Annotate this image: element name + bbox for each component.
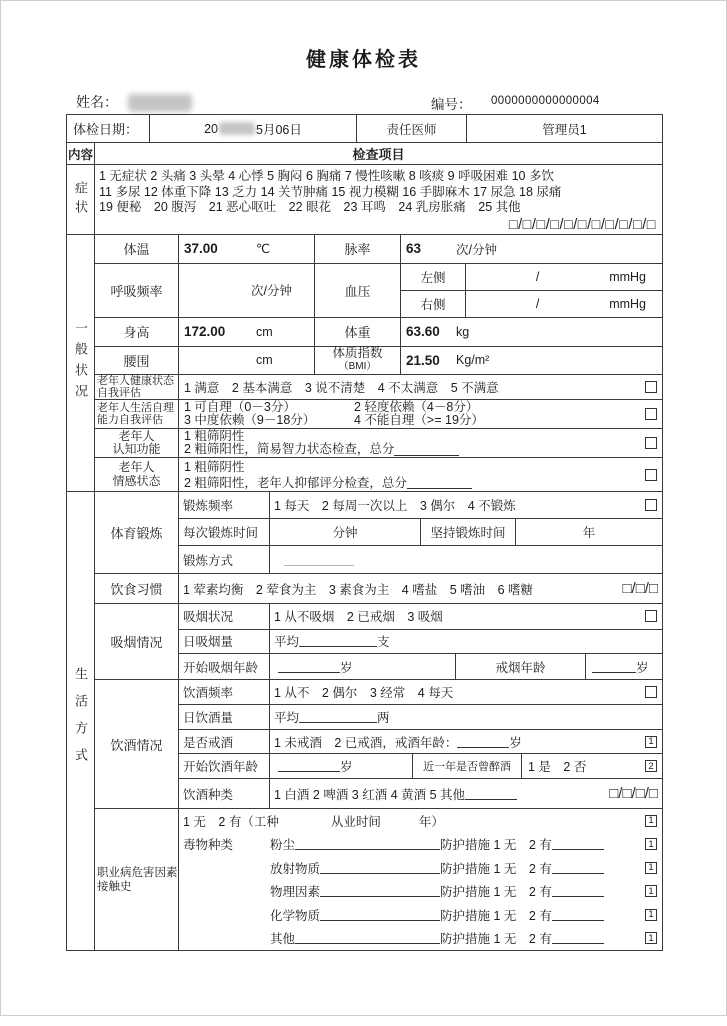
height-label: 身高 <box>95 318 179 346</box>
toxin-row-chemical: 化学物质 防护措施 1 无 2 有 1 <box>179 903 662 927</box>
exercise-persist-label: 坚持锻炼时间 <box>421 519 516 546</box>
waist-bmi-row <box>95 347 662 375</box>
exercise-mode-label: 锻炼方式 <box>179 546 270 573</box>
toxin-type-label: 毒物种类 <box>183 838 234 853</box>
drinking-quit-checkbox[interactable]: 1 <box>645 736 657 748</box>
elderly-cognition-label: 老年人 认知功能 <box>95 429 179 457</box>
general-side-label: 一般状况 <box>67 235 95 491</box>
drinking-amount-blank[interactable] <box>299 711 377 723</box>
toxin-chemical-protect-blank[interactable] <box>552 909 604 921</box>
elderly-health-self-label: 老年人健康状态 自我评估 <box>95 375 179 399</box>
drinking-frequency-label: 饮酒频率 <box>179 680 270 704</box>
bp-right-unit: mmHg <box>609 296 646 311</box>
elderly-cognition-checkbox[interactable] <box>645 437 657 449</box>
drinking-quit-row <box>179 730 662 755</box>
toxin-other-protect-blank[interactable] <box>552 932 604 944</box>
smoking-start-label: 开始吸烟年龄 <box>179 654 270 679</box>
emotion-score-blank[interactable] <box>407 477 472 489</box>
exercise-mode-blank[interactable] <box>284 554 354 566</box>
waist-label: 腰围 <box>95 347 179 374</box>
occupational-block <box>95 809 662 950</box>
height-unit: cm <box>256 324 273 339</box>
toxin-radiation-protect-blank[interactable] <box>552 862 604 874</box>
drunk-label: 近一年是否曾醉酒 <box>413 754 522 778</box>
respiration-label: 呼吸频率 <box>95 264 179 317</box>
temperature-label: 体温 <box>95 235 179 263</box>
height-weight-row <box>95 318 662 347</box>
diet-checkboxes[interactable]: □/□/□ <box>622 580 658 597</box>
symptoms-options-line1: 1 无症状 2 头痛 3 头晕 4 心悸 5 胸闷 6 胸痛 7 慢性咳嗽 8 咳痰 9 呼吸困难 10 多饮 <box>99 169 554 183</box>
drinking-frequency-row <box>179 680 662 705</box>
height-cell <box>179 318 315 346</box>
exercise-frequency-label: 锻炼频率 <box>179 492 270 518</box>
exercise-block <box>95 492 662 574</box>
exercise-label: 体育锻炼 <box>95 492 179 573</box>
toxin-radiation-checkbox[interactable]: 1 <box>645 862 657 874</box>
occupational-label: 职业病危害因素 接触史 <box>95 809 179 950</box>
smoking-status-label: 吸烟状况 <box>179 604 270 629</box>
toxin-radiation-blank[interactable] <box>320 862 440 874</box>
elderly-selfcare-options: 1 可自理（0－3分） 2 轻度依赖（4－8分） 3 中度依赖（9－18分） 4 不能自理（>= 19分） <box>179 400 662 429</box>
smoking-quit-label: 戒烟年龄 <box>456 654 586 679</box>
exercise-duration-row <box>179 519 662 547</box>
drinking-type-row <box>179 779 662 808</box>
drinking-type-options: 1 白酒 2 啤酒 3 红酒 4 黄酒 5 其他 □/□/□/□ <box>270 779 662 808</box>
toxin-other-checkbox[interactable]: 1 <box>645 932 657 944</box>
name-label: 姓名： <box>76 94 118 110</box>
elderly-cognition-row <box>95 429 662 458</box>
drinking-age-row <box>179 754 662 779</box>
smoking-status-checkbox[interactable] <box>645 610 657 622</box>
lifestyle-section <box>67 492 662 950</box>
exam-date-label: 体检日期： <box>67 115 150 142</box>
exercise-mode-cell <box>270 546 662 573</box>
toxin-other-blank[interactable] <box>295 932 440 944</box>
weight-label: 体重 <box>315 318 401 346</box>
drinking-start-cell: 岁 <box>270 754 413 778</box>
elderly-selfcare-checkbox[interactable] <box>645 408 657 420</box>
elderly-emotion-options: 1 粗筛阴性 2 粗筛阳性，老年人抑郁评分检查，总分 <box>179 458 662 491</box>
symptoms-section <box>67 165 662 235</box>
diet-options: 1 荤素均衡 2 荤食为主 3 素食为主 4 嗜盐 5 嗜油 6 嗜糖 □/□/□ <box>179 574 662 603</box>
drinking-quit-age-blank[interactable] <box>457 736 509 748</box>
pulse-cell <box>401 235 662 263</box>
toxin-row-dust: 毒物种类 粉尘 防护措施 1 无 2 有 1 <box>179 833 662 857</box>
exercise-duration-unit[interactable]: 分钟 <box>270 519 421 546</box>
toxin-row-other: 其他 防护措施 1 无 2 有 1 <box>179 927 662 951</box>
bp-left-slash: / <box>535 269 540 284</box>
symptoms-options-line2: 11 多尿 12 体重下降 13 乏力 14 关节肿痛 15 视力模糊 16 手脚麻木 17 尿急 18 尿痛 <box>99 184 562 199</box>
smoking-quit-blank[interactable] <box>592 661 636 673</box>
toxin-dust-protect-blank[interactable] <box>552 838 604 850</box>
drinking-start-blank[interactable] <box>278 760 340 772</box>
exam-date-suffix: 5月06日 <box>256 122 302 137</box>
symptoms-checkboxes[interactable]: □/□/□/□/□/□/□/□/□/□/□ <box>508 216 656 233</box>
smoking-block <box>95 604 662 680</box>
bmi-value: 21.50 <box>406 352 440 368</box>
respiration-cell <box>179 264 315 317</box>
bmi-label-line1: 体质指数 <box>332 345 383 360</box>
drinking-block <box>95 680 662 809</box>
drinking-label: 饮酒情况 <box>95 680 179 808</box>
content-header: 内容 <box>67 143 95 164</box>
weight-cell <box>401 318 662 346</box>
drinking-quit-options: 1 未戒酒 2 已戒酒，戒酒年龄： 岁 1 <box>270 730 662 754</box>
temperature-unit: ℃ <box>256 242 271 257</box>
bp-right-label: 右侧 <box>401 291 466 317</box>
bp-left-unit: mmHg <box>609 269 646 284</box>
number-label: 编号： <box>431 97 472 112</box>
toxin-physical-checkbox[interactable]: 1 <box>645 885 657 897</box>
bp-right-slash: / <box>535 296 540 311</box>
name-row <box>76 92 676 112</box>
drinking-type-other-blank[interactable] <box>465 788 517 800</box>
pulse-value: 63 <box>406 241 422 257</box>
exercise-mode-row <box>179 546 662 573</box>
symptoms-options-line3: 19 便秘 20 腹泻 21 恶心呕吐 22 眼花 23 耳鸣 24 乳房胀痛 25 其他 <box>99 200 521 214</box>
drinking-frequency-options: 1 从不 2 偶尔 3 经常 4 每天 <box>270 680 662 704</box>
general-status-section <box>67 235 662 492</box>
exercise-frequency-checkbox[interactable] <box>645 499 657 511</box>
drinking-frequency-checkbox[interactable] <box>645 686 657 698</box>
bp-right-row <box>401 291 662 317</box>
exercise-frequency-options: 1 每天 2 每周一次以上 3 偶尔 4 不锻炼 <box>270 492 662 518</box>
waist-unit: cm <box>256 353 273 368</box>
drinking-amount-row <box>179 705 662 730</box>
exercise-frequency-row <box>179 492 662 519</box>
exam-date-value <box>150 115 357 142</box>
elderly-health-self-options: 1 满意 2 基本满意 3 说不清楚 4 不太满意 5 不满意 <box>179 375 662 399</box>
smoking-quit-cell: 岁 <box>586 654 662 679</box>
page-title: 健康体检表 <box>306 49 421 71</box>
occupational-has-row: 1 无 2 有（工种 从业时间 年） 1 <box>179 809 662 833</box>
doctor-label: 责任医师 <box>357 115 467 142</box>
smoking-label: 吸烟情况 <box>95 604 179 679</box>
exam-date-row <box>67 115 662 143</box>
bp-left-label: 左侧 <box>401 264 466 290</box>
height-value: 172.00 <box>184 324 226 340</box>
symptoms-side-label: 症状 <box>67 165 95 234</box>
elderly-emotion-checkbox[interactable] <box>645 469 657 481</box>
elderly-emotion-label: 老年人 情感状态 <box>95 458 179 491</box>
smoking-amount-row <box>179 630 662 655</box>
temperature-row <box>95 235 662 264</box>
elderly-health-self-checkbox[interactable] <box>645 381 657 393</box>
pulse-unit: 次/分钟 <box>456 242 497 257</box>
weight-unit: kg <box>456 324 470 339</box>
bp-left-value <box>466 264 662 290</box>
exercise-persist-unit[interactable]: 年 <box>582 526 596 540</box>
temperature-value: 37.00 <box>184 241 218 257</box>
drinking-start-label: 开始饮酒年龄 <box>179 754 270 778</box>
lifestyle-side-label: 生活方式 <box>67 492 95 950</box>
toxin-physical-protect-blank[interactable] <box>552 885 604 897</box>
temperature-cell <box>179 235 315 263</box>
exercise-duration-label: 每次锻炼时间 <box>179 519 270 546</box>
exam-date-redacted <box>219 122 255 135</box>
respiration-unit: 次/分钟 <box>251 284 292 299</box>
pulse-label: 脉率 <box>315 235 401 263</box>
drinking-amount-label: 日饮酒量 <box>179 705 270 729</box>
smoking-amount-blank[interactable] <box>299 635 377 647</box>
bmi-unit: Kg/m² <box>456 353 490 368</box>
bmi-label <box>315 347 401 374</box>
diet-label: 饮食习惯 <box>95 574 179 603</box>
smoking-status-options: 1 从不吸烟 2 已戒烟 3 吸烟 <box>270 604 662 629</box>
items-header: 检查项目 <box>352 147 405 162</box>
health-exam-table <box>66 114 663 951</box>
name-redacted-value <box>128 94 192 112</box>
bp-label: 血压 <box>315 264 401 317</box>
toxin-chemical-checkbox[interactable]: 1 <box>645 909 657 921</box>
smoking-age-row <box>179 654 662 679</box>
cognition-score-blank[interactable] <box>394 444 459 456</box>
drinking-type-label: 饮酒种类 <box>179 779 270 808</box>
toxin-row-physical: 物理因素 防护措施 1 无 2 有 1 <box>179 880 662 904</box>
smoking-amount-cell: 平均 支 <box>274 635 390 650</box>
drinking-quit-label: 是否戒酒 <box>179 730 270 754</box>
smoking-start-cell: 岁 <box>270 654 456 679</box>
drinking-type-checkboxes[interactable]: □/□/□/□ <box>609 785 658 803</box>
bmi-cell <box>401 347 662 374</box>
bp-cell <box>401 264 662 317</box>
smoking-amount-label: 日吸烟量 <box>179 630 270 654</box>
occupational-content <box>179 809 662 950</box>
number-value: 0000000000000004 <box>491 95 600 107</box>
toxin-row-radiation: 放射物质 防护措施 1 无 2 有 1 <box>179 856 662 880</box>
exam-date-prefix: 20 <box>204 121 219 136</box>
table-header-row <box>67 143 662 165</box>
symptoms-content <box>95 165 662 234</box>
elderly-cognition-options: 1 粗筛阴性 2 粗筛阳性，简易智力状态检查，总分 <box>179 429 662 457</box>
toxin-dust-checkbox[interactable]: 1 <box>645 838 657 850</box>
smoking-start-blank[interactable] <box>278 661 340 673</box>
toxin-dust-blank[interactable] <box>295 838 440 850</box>
waist-cell <box>179 347 315 374</box>
occupational-has-checkbox[interactable]: 1 <box>645 815 657 827</box>
respiration-bp-row <box>95 264 662 318</box>
drinking-amount-cell: 平均 两 <box>274 710 390 725</box>
elderly-health-self-row <box>95 375 662 400</box>
drunk-checkbox[interactable]: 2 <box>645 760 657 772</box>
toxin-chemical-blank[interactable] <box>320 909 440 921</box>
weight-value: 63.60 <box>406 324 440 340</box>
toxin-physical-blank[interactable] <box>320 885 440 897</box>
diet-row <box>95 574 662 604</box>
elderly-emotion-row <box>95 458 662 491</box>
smoking-status-row <box>179 604 662 630</box>
bmi-label-line2: （BMI） <box>338 361 377 373</box>
bp-left-row <box>401 264 662 291</box>
bp-right-value <box>466 291 662 317</box>
elderly-selfcare-row <box>95 400 662 430</box>
doctor-value: 管理员1 <box>542 122 587 137</box>
elderly-selfcare-label: 老年人生活自理 能力自我评估 <box>95 400 179 429</box>
drunk-options: 1 是 2 否 2 <box>522 754 662 778</box>
